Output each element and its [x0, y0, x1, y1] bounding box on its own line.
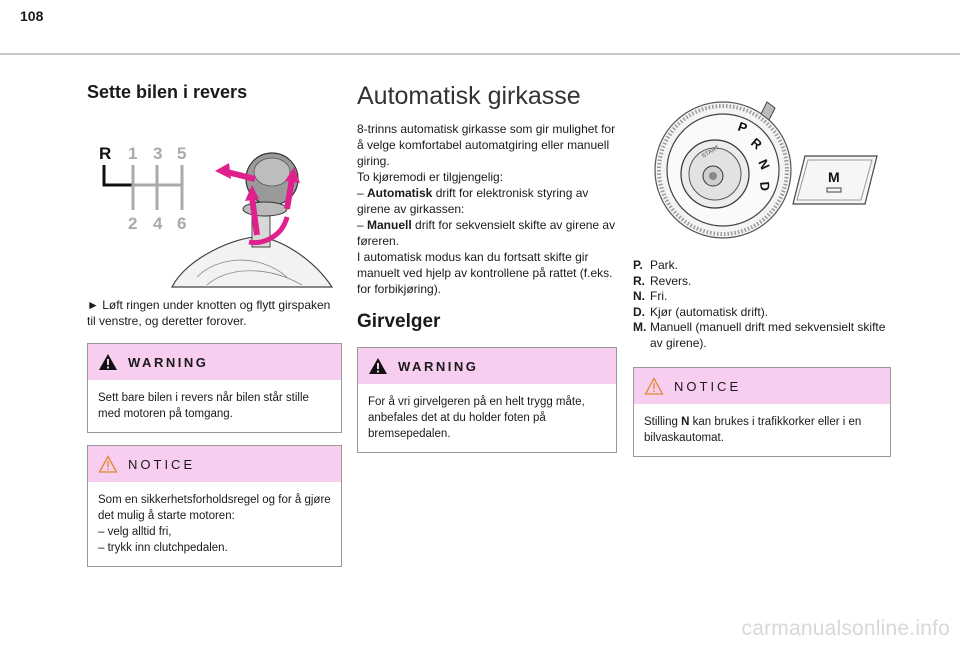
selector-legend [633, 258, 891, 351]
selector-figure [633, 92, 891, 252]
notice-body [88, 482, 341, 566]
notice-line-1: Som en sikkerhetsforholdsregel og for å gjøre det mulig å starte motoren: [98, 494, 331, 522]
legend-text: Manuell (manuell drift med sekvensielt skifte av girene). [650, 320, 886, 350]
dial-label-p: P [735, 118, 750, 136]
legend-key: D. [633, 304, 645, 319]
warning-triangle-icon [368, 357, 388, 375]
m-button-label: M [828, 169, 840, 185]
legend-row-d [633, 305, 891, 321]
legend-row-r [633, 274, 891, 290]
notice-text-selector [634, 404, 890, 456]
mode-automatic: – Automatisk drift for elektronisk styring av girene av girkassen: [357, 186, 589, 216]
notice-triangle-icon [98, 455, 118, 473]
notice-text-bold: N [681, 416, 690, 428]
warning-text: Sett bare bilen i revers når bilen står stille med motoren på tomgang. [98, 392, 309, 420]
legend-key: N. [633, 289, 645, 303]
section-title-selector: Girvelger [357, 311, 441, 332]
warning-label: WARNING [128, 354, 209, 370]
warning-box-reverse [87, 343, 342, 433]
legend-key: R. [633, 273, 645, 288]
notice-line-2: – velg alltid fri, [98, 526, 172, 538]
notice-label: NOTICE [128, 456, 196, 472]
warning-header [88, 344, 341, 380]
column-selector [633, 92, 891, 457]
mode-manual-bold: Manuell [367, 218, 412, 232]
dial-label-r: R [748, 134, 765, 153]
legend-text: Fri. [650, 289, 668, 303]
start-label: START [701, 144, 721, 160]
warning-header-selector [358, 348, 616, 384]
gear-label-r: R [99, 144, 112, 163]
notice-line-3: – trykk inn clutchpedalen. [98, 542, 228, 554]
notice-triangle-icon [644, 377, 664, 395]
warning-triangle-icon [98, 353, 118, 371]
automatic-closing: I automatisk modus kan du fortsatt skifte gir manuelt ved hjelp av kontrollene på rattet (f.eks. for forbikjøring). [357, 250, 613, 296]
gear-selector-illustration [633, 92, 891, 252]
gear-label-3: 3 [153, 144, 163, 163]
notice-text-before: Stilling [644, 416, 682, 428]
page-number: 108 [20, 8, 44, 24]
dial-label-n: N [755, 156, 773, 172]
notice-label-selector: NOTICE [674, 378, 742, 394]
automatic-intro: 8-trinns automatisk girkasse som gir mulighet for å velge komfortabel automatgiring eller manuell giring. [357, 122, 616, 168]
reverse-instruction: ► Løft ringen under knotten og flytt girspaken til venstre, og deretter forover. [87, 298, 331, 328]
legend-text: Revers. [650, 273, 692, 288]
notice-box-selector [633, 367, 891, 457]
mode-automatic-text: drift for elektronisk styring av girene av girkassen: [357, 186, 589, 216]
section-title-reverse: Sette bilen i revers [87, 82, 248, 102]
mode-manual-text: drift for sekvensielt skifte av girene av føreren. [357, 218, 616, 248]
gear-label-1: 1 [128, 144, 138, 163]
mode-manual: – Manuell drift for sekvensielt skifte av girene av føreren. [357, 218, 616, 248]
notice-box-reverse [87, 445, 342, 567]
notice-text-after: kan brukes i trafikkorker eller i en bilvaskautomat. [644, 416, 862, 444]
legend-key: M. [633, 320, 647, 334]
dial-label-d: D [757, 180, 773, 192]
gearshift-figure [87, 117, 342, 289]
mode-automatic-bold: Automatisk [367, 186, 433, 200]
gearshift-illustration [87, 117, 342, 289]
column-automatic [357, 82, 617, 453]
gear-label-5: 5 [177, 144, 187, 163]
legend-row-m [633, 320, 891, 351]
legend-text: Park. [650, 258, 679, 272]
gear-label-4: 4 [153, 214, 163, 233]
notice-header-selector [634, 368, 890, 404]
warning-label-selector: WARNING [398, 358, 479, 374]
gear-label-6: 6 [177, 214, 187, 233]
warning-box-selector [357, 347, 617, 453]
legend-row-n [633, 289, 891, 305]
legend-row-p [633, 258, 891, 274]
legend-text: Kjør (automatisk drift). [650, 304, 769, 319]
modes-intro: To kjøremodi er tilgjengelig: [357, 170, 504, 184]
notice-header [88, 446, 341, 482]
warning-text-selector: For å vri girvelgeren på en helt trygg måte, anbefales det at du holder foten på bremsepedalen. [368, 396, 585, 440]
column-reverse [87, 82, 342, 567]
header-rule [0, 53, 960, 55]
gear-label-2: 2 [128, 214, 138, 233]
legend-key: P. [633, 258, 643, 272]
section-title-automatic: Automatisk girkasse [357, 82, 581, 110]
watermark[interactable]: carmanualsonline.info [741, 617, 950, 640]
